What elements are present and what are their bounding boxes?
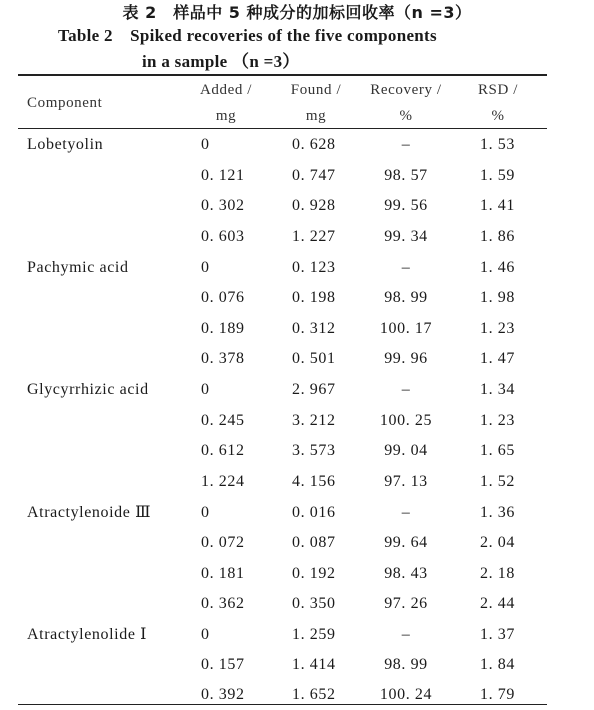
cell-rsd: 1. 53 bbox=[480, 136, 515, 153]
cell-rsd: 1. 59 bbox=[480, 167, 515, 184]
table-row bbox=[0, 161, 594, 191]
cell-found: 0. 192 bbox=[292, 565, 336, 582]
header-recovery-line1: Recovery / bbox=[370, 82, 442, 98]
cell-found: 0. 501 bbox=[292, 350, 336, 367]
cell-found: 1. 652 bbox=[292, 686, 336, 703]
cell-found: 1. 414 bbox=[292, 656, 336, 673]
cell-recovery: 98. 99 bbox=[384, 656, 428, 673]
cell-found: 3. 573 bbox=[292, 442, 336, 459]
header-rsd-line2: % bbox=[491, 108, 505, 124]
cell-rsd: 1. 46 bbox=[480, 259, 515, 276]
cell-rsd: 1. 23 bbox=[480, 412, 515, 429]
cell-found: 0. 087 bbox=[292, 534, 336, 551]
table-row bbox=[0, 498, 594, 528]
cell-found: 1. 259 bbox=[292, 626, 336, 643]
cell-recovery: 100. 17 bbox=[379, 320, 433, 337]
cell-added: 0 bbox=[201, 381, 210, 398]
header-found-line2: mg bbox=[305, 108, 327, 124]
cell-rsd: 1. 41 bbox=[480, 197, 515, 214]
cell-component: Pachymic acid bbox=[27, 259, 129, 276]
cell-recovery: – bbox=[401, 504, 411, 521]
table-row bbox=[0, 222, 594, 252]
table-title-english bbox=[58, 23, 518, 75]
cell-added: 0 bbox=[201, 626, 210, 643]
cell-component: Atractylenoide Ⅲ bbox=[27, 504, 152, 521]
header-component-label: Component bbox=[27, 95, 103, 111]
cell-component: Lobetyolin bbox=[27, 136, 104, 153]
cell-added: 0. 189 bbox=[201, 320, 245, 337]
cell-rsd: 1. 98 bbox=[480, 289, 515, 306]
cell-rsd: 2. 44 bbox=[480, 595, 515, 612]
header-recovery bbox=[360, 77, 452, 129]
cell-found: 2. 967 bbox=[292, 381, 336, 398]
cell-component: Atractylenolide Ⅰ bbox=[27, 626, 148, 643]
cell-recovery: – bbox=[401, 381, 411, 398]
cell-rsd: 1. 86 bbox=[480, 228, 515, 245]
cell-rsd: 1. 84 bbox=[480, 656, 515, 673]
cell-recovery: 97. 26 bbox=[384, 595, 428, 612]
header-recovery-line2: % bbox=[399, 108, 413, 124]
table-row bbox=[0, 253, 594, 283]
table-row bbox=[0, 283, 594, 313]
table-row bbox=[0, 314, 594, 344]
table-row bbox=[0, 650, 594, 680]
cell-added: 0. 157 bbox=[201, 656, 245, 673]
cell-added: 0 bbox=[201, 504, 210, 521]
cell-found: 0. 747 bbox=[292, 167, 336, 184]
cell-found: 4. 156 bbox=[292, 473, 336, 490]
cell-found: 1. 227 bbox=[292, 228, 336, 245]
cell-added: 0. 392 bbox=[201, 686, 245, 703]
cell-added: 0. 245 bbox=[201, 412, 245, 429]
table-row bbox=[0, 344, 594, 374]
header-found bbox=[280, 77, 352, 129]
cell-added: 0. 072 bbox=[201, 534, 245, 551]
header-separator-rule bbox=[18, 128, 547, 129]
cell-added: 0. 362 bbox=[201, 595, 245, 612]
table-bottom-rule bbox=[18, 704, 547, 705]
cell-added: 0 bbox=[201, 259, 210, 276]
cell-recovery: – bbox=[401, 626, 411, 643]
table-title-chinese: 表 2 样品中 5 种成分的加标回收率（n =3） bbox=[122, 3, 472, 22]
table-title-english-line2: in a sample （n =3） bbox=[142, 52, 300, 71]
cell-added: 0. 181 bbox=[201, 565, 245, 582]
header-added bbox=[190, 77, 262, 129]
cell-recovery: 99. 64 bbox=[384, 534, 428, 551]
cell-recovery: – bbox=[401, 136, 411, 153]
header-added-line1: Added / bbox=[199, 82, 253, 98]
cell-recovery: 97. 13 bbox=[384, 473, 428, 490]
cell-recovery: 98. 99 bbox=[384, 289, 428, 306]
cell-recovery: 100. 25 bbox=[379, 412, 433, 429]
cell-rsd: 2. 04 bbox=[480, 534, 515, 551]
header-rsd bbox=[465, 77, 531, 129]
table-row bbox=[0, 375, 594, 405]
cell-found: 0. 928 bbox=[292, 197, 336, 214]
cell-found: 0. 198 bbox=[292, 289, 336, 306]
cell-component: Glycyrrhizic acid bbox=[27, 381, 149, 398]
cell-found: 0. 350 bbox=[292, 595, 336, 612]
cell-added: 0. 121 bbox=[201, 167, 245, 184]
cell-rsd: 1. 52 bbox=[480, 473, 515, 490]
cell-added: 0. 603 bbox=[201, 228, 245, 245]
cell-added: 0. 302 bbox=[201, 197, 245, 214]
table-row bbox=[0, 589, 594, 619]
header-added-line2: mg bbox=[215, 108, 237, 124]
cell-added: 0 bbox=[201, 136, 210, 153]
cell-recovery: 98. 57 bbox=[384, 167, 428, 184]
cell-found: 0. 312 bbox=[292, 320, 336, 337]
cell-added: 0. 378 bbox=[201, 350, 245, 367]
table-row bbox=[0, 528, 594, 558]
cell-recovery: 99. 96 bbox=[384, 350, 428, 367]
table-row bbox=[0, 620, 594, 650]
cell-recovery: 99. 04 bbox=[384, 442, 428, 459]
cell-recovery: – bbox=[401, 259, 411, 276]
table-row bbox=[0, 436, 594, 466]
table-row bbox=[0, 130, 594, 160]
cell-found: 0. 628 bbox=[292, 136, 336, 153]
header-component bbox=[27, 90, 102, 116]
cell-rsd: 1. 79 bbox=[480, 686, 515, 703]
cell-recovery: 99. 34 bbox=[384, 228, 428, 245]
cell-found: 0. 123 bbox=[292, 259, 336, 276]
cell-added: 0. 076 bbox=[201, 289, 245, 306]
cell-recovery: 100. 24 bbox=[379, 686, 433, 703]
cell-rsd: 1. 23 bbox=[480, 320, 515, 337]
cell-added: 1. 224 bbox=[201, 473, 245, 490]
cell-rsd: 1. 65 bbox=[480, 442, 515, 459]
cell-rsd: 1. 34 bbox=[480, 381, 515, 398]
cell-recovery: 98. 43 bbox=[384, 565, 428, 582]
header-found-line1: Found / bbox=[290, 82, 342, 98]
cell-rsd: 1. 36 bbox=[480, 504, 515, 521]
header-rsd-line1: RSD / bbox=[477, 82, 519, 98]
cell-rsd: 2. 18 bbox=[480, 565, 515, 582]
cell-found: 0. 016 bbox=[292, 504, 336, 521]
table-row bbox=[0, 406, 594, 436]
cell-found: 3. 212 bbox=[292, 412, 336, 429]
cell-rsd: 1. 37 bbox=[480, 626, 515, 643]
table-title-english-line1: Table 2 Spiked recoveries of the five components bbox=[58, 26, 437, 45]
cell-added: 0. 612 bbox=[201, 442, 245, 459]
table-row bbox=[0, 191, 594, 221]
cell-recovery: 99. 56 bbox=[384, 197, 428, 214]
table-top-rule bbox=[18, 74, 547, 76]
table-row bbox=[0, 559, 594, 589]
table-row bbox=[0, 467, 594, 497]
cell-rsd: 1. 47 bbox=[480, 350, 515, 367]
